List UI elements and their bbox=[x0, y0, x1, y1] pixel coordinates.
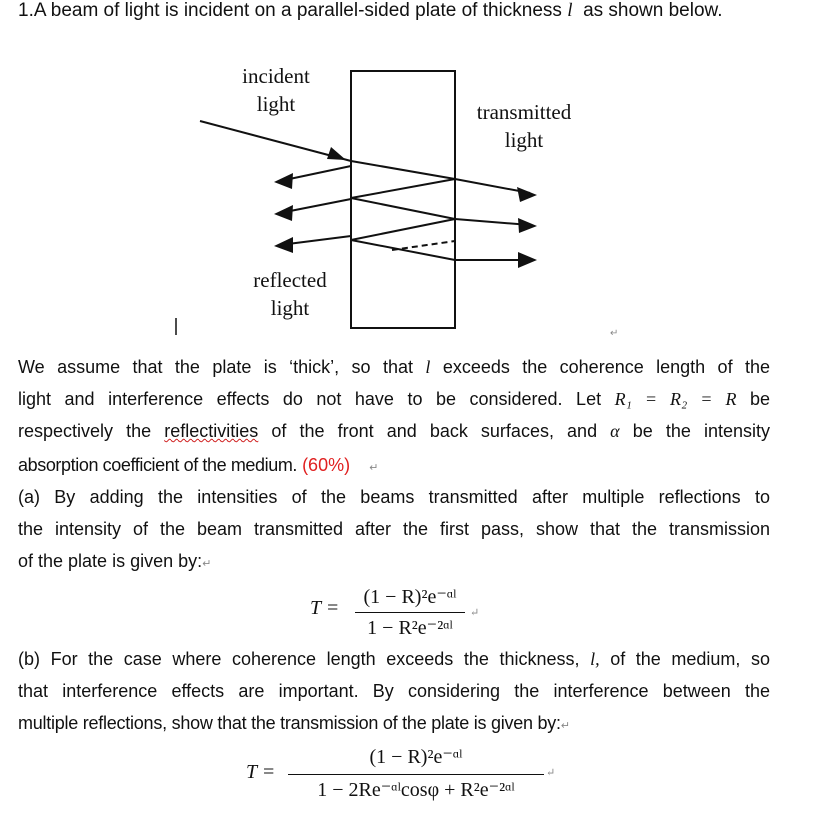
reflected-light-label: reflected light bbox=[253, 268, 327, 320]
reflected-arrowhead-2 bbox=[274, 205, 293, 221]
part-b-line-3: multiple reflections, show that the transmission of the plate is given by:↵ bbox=[18, 713, 570, 733]
part-a-line-1: (a) By adding the intensities of the beams transmitted after multiple reflections to bbox=[18, 487, 770, 507]
equation-b-numerator: (1 − R)²e⁻ᵅˡ bbox=[369, 746, 463, 768]
points-percentage: (60%) bbox=[302, 455, 351, 475]
return-mark: ↵ bbox=[610, 328, 619, 339]
alpha-symbol: α bbox=[610, 421, 620, 441]
question-heading: 1.A beam of light is incident on a parallel-sided plate of thickness l as shown below. bbox=[18, 0, 723, 21]
incident-light-label: incident light bbox=[242, 64, 310, 116]
part-b-line-2: that interference effects are important. By considering the interference between the bbox=[18, 681, 770, 701]
part-b-line-1: (b) For the case where coherence length exceeds the thickness, l, of the medium, so bbox=[18, 649, 770, 669]
incident-arrowhead bbox=[327, 147, 346, 160]
equation-a-denominator: 1 − R²e⁻²ᵅˡ bbox=[367, 617, 453, 639]
reflected-arrowhead-1 bbox=[274, 173, 293, 189]
thickness-variable: l bbox=[567, 0, 573, 21]
transmitted-arrowhead-1 bbox=[517, 187, 537, 202]
plate-diagram bbox=[0, 0, 828, 340]
equation-a-numerator: (1 − R)²e⁻ᵅˡ bbox=[363, 586, 457, 608]
plate-rectangle bbox=[351, 71, 455, 328]
part-a-line-2: the intensity of the beam transmitted after the first pass, show that the transmission bbox=[18, 519, 770, 539]
paragraph-line-2: light and interference effects do not have to be considered. Let R₁ = R₂ = R be bbox=[18, 389, 770, 409]
paragraph-line-1: We assume that the plate is ‘thick’, so that l exceeds the coherence length of the bbox=[18, 357, 770, 377]
transmitted-arrowhead-2 bbox=[518, 218, 537, 233]
equation-b: T = (1 − R)²e⁻ᵅˡ 1 − 2Re⁻ᵅˡcosφ + R²e⁻²ᵅˡ ↵ bbox=[246, 746, 556, 801]
dashed-continuation bbox=[392, 241, 455, 250]
transmitted-arrowhead-3 bbox=[518, 252, 537, 268]
equation-a: T = (1 − R)²e⁻ᵅˡ 1 − R²e⁻²ᵅˡ ↵ bbox=[310, 586, 480, 639]
part-a-line-3: of the plate is given by:↵ bbox=[18, 551, 212, 571]
paragraph-line-4: absorption coefficient of the medium. (60%) ↵ bbox=[18, 455, 379, 475]
spellcheck-word: reflectivities bbox=[164, 421, 259, 441]
reflectivity-equation: R₁ = R₂ = R bbox=[614, 389, 737, 409]
equation-a-lhs: T = bbox=[310, 597, 340, 619]
equation-b-lhs: T = bbox=[246, 761, 276, 783]
reflected-arrowhead-3 bbox=[274, 237, 293, 253]
paragraph-line-3: respectively the reflectivities of the front and back surfaces, and α be the intensity bbox=[18, 421, 770, 441]
equation-b-denominator: 1 − 2Re⁻ᵅˡcosφ + R²e⁻²ᵅˡ bbox=[317, 779, 515, 801]
internal-reflections bbox=[351, 161, 455, 260]
transmitted-light-label: transmitted light bbox=[476, 100, 572, 152]
